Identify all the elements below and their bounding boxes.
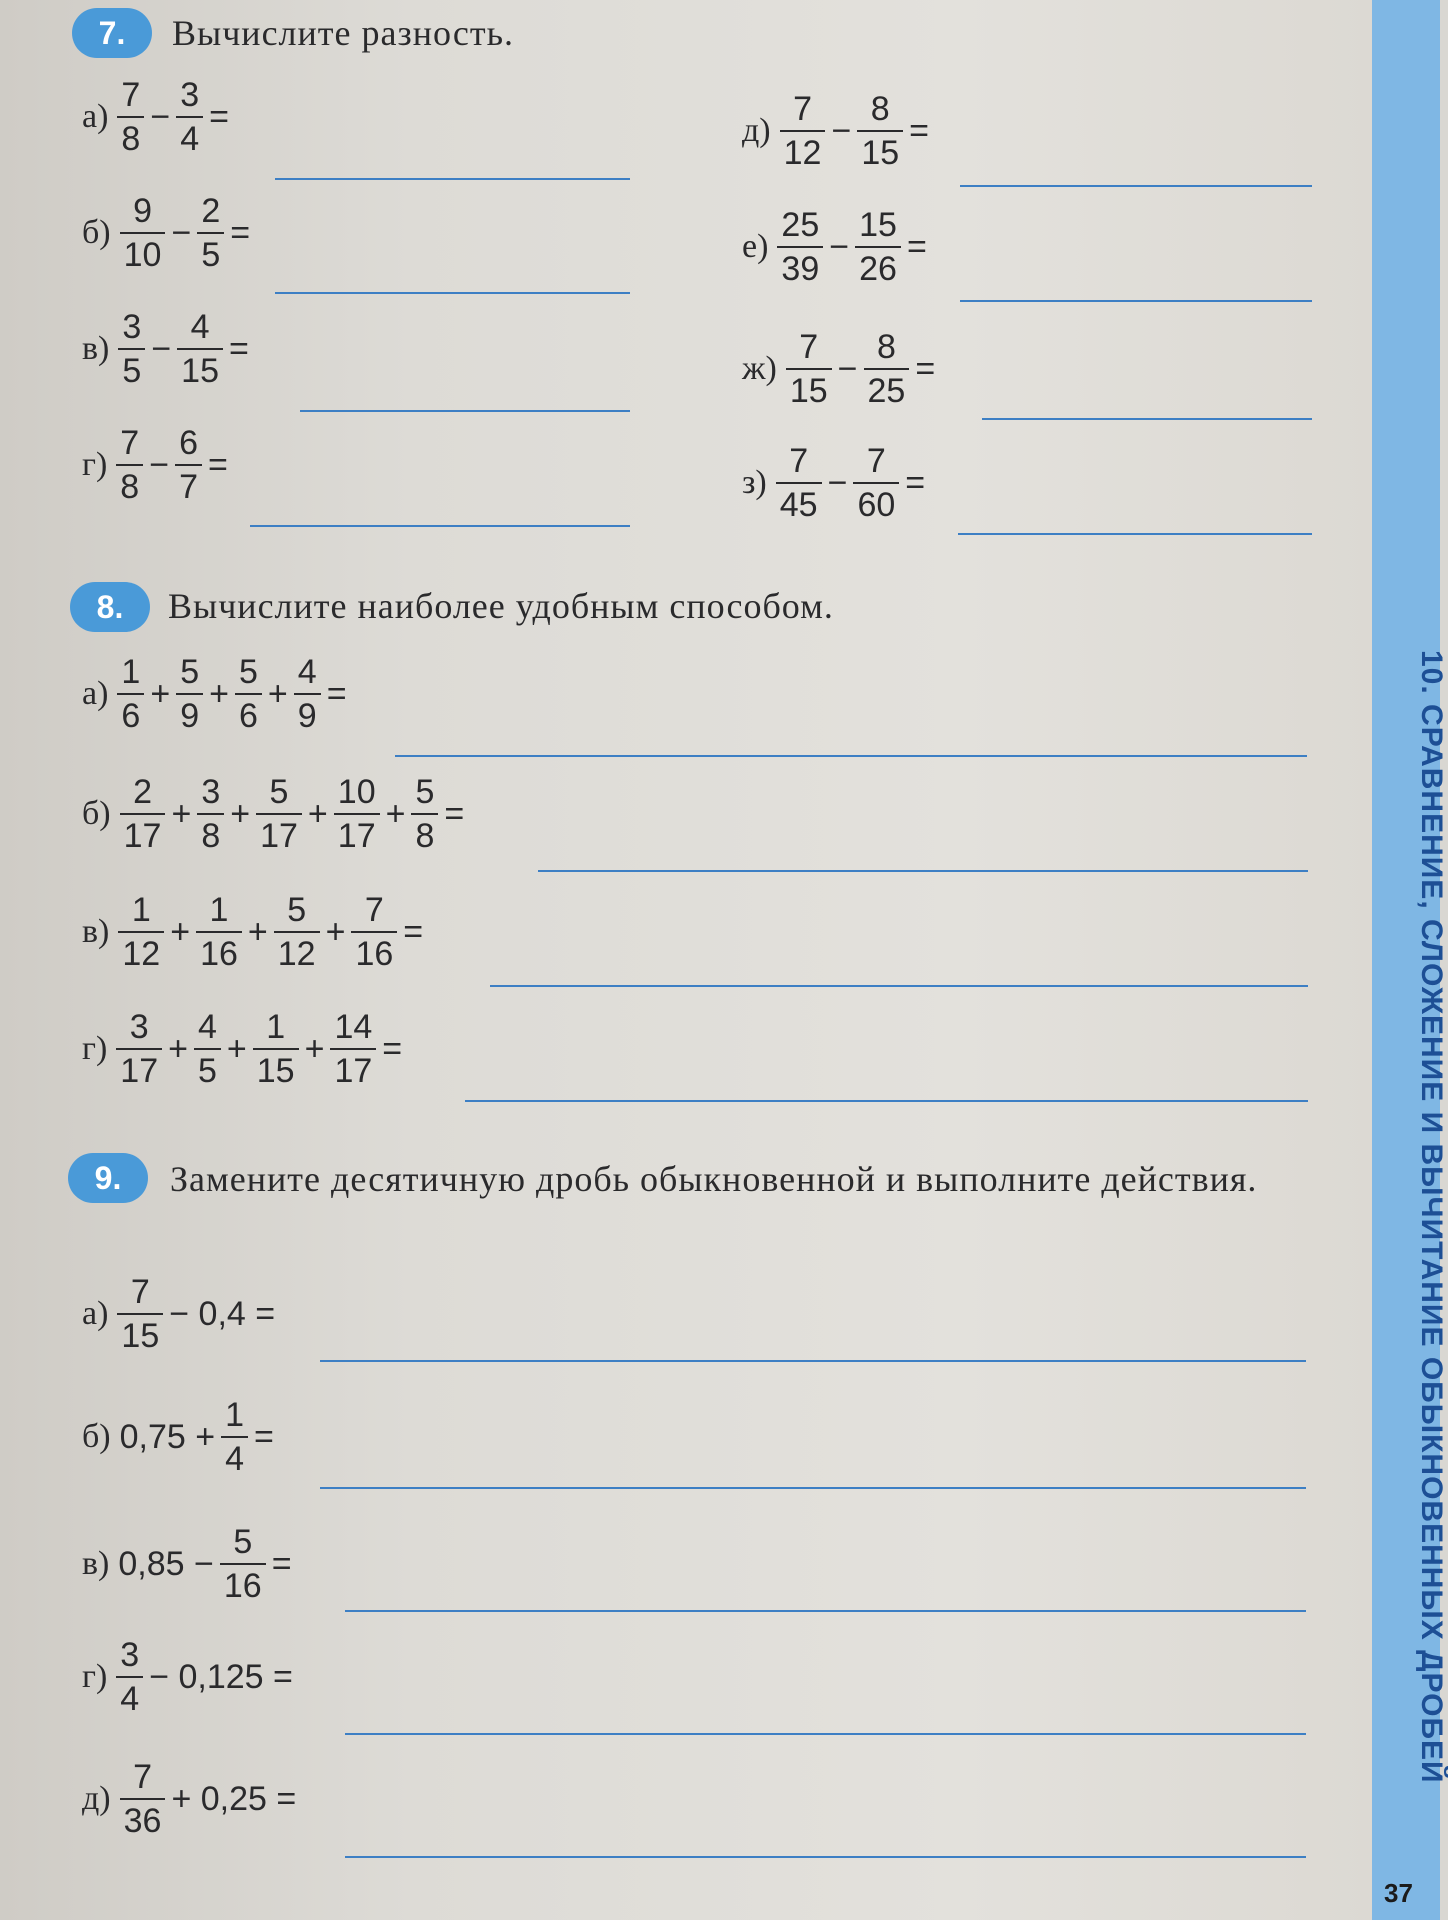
operator: + [385, 794, 406, 833]
numerator: 10 [337, 773, 376, 811]
numerator: 6 [179, 424, 198, 462]
denominator: 5 [194, 1048, 221, 1088]
fraction [120, 1760, 166, 1838]
item-label: д) [742, 112, 771, 149]
denominator: 12 [274, 931, 320, 971]
task8-item-v [82, 893, 426, 971]
answer-line[interactable] [960, 300, 1312, 302]
fraction [786, 330, 832, 408]
numerator: 7 [120, 424, 140, 462]
operator: + [325, 912, 346, 951]
operator: = [906, 227, 927, 266]
fraction [253, 1010, 299, 1088]
denominator: 39 [777, 246, 823, 286]
numerator: 3 [120, 1636, 140, 1674]
answer-line[interactable] [395, 755, 1307, 757]
denominator: 16 [196, 931, 242, 971]
numerator: 15 [859, 206, 897, 244]
numerator: 5 [233, 1523, 253, 1561]
answer-line[interactable] [538, 870, 1308, 872]
operator: = [207, 445, 228, 484]
fraction [116, 426, 143, 504]
denominator: 4 [221, 1436, 248, 1476]
denominator: 10 [120, 232, 166, 272]
denominator: 60 [853, 482, 899, 522]
expression-text: − 0,4 = [169, 1294, 276, 1333]
task7-item-g [82, 426, 231, 504]
fraction [120, 775, 166, 853]
fraction [176, 655, 203, 733]
operator: + [267, 674, 288, 713]
operator: = [382, 1029, 403, 1068]
numerator: 1 [266, 1008, 286, 1046]
item-label: а) [82, 1295, 109, 1332]
numerator: 5 [180, 653, 200, 691]
fraction [197, 194, 224, 272]
answer-line[interactable] [345, 1856, 1306, 1858]
item-label: е) [742, 228, 769, 265]
answer-line[interactable] [982, 418, 1312, 420]
numerator: 3 [129, 1008, 149, 1046]
numerator: 1 [209, 891, 229, 929]
numerator: 2 [133, 773, 152, 811]
fraction [197, 775, 224, 853]
fraction [351, 893, 397, 971]
denominator: 15 [786, 368, 832, 408]
denominator: 7 [175, 464, 202, 504]
numerator: 5 [415, 773, 435, 811]
denominator: 4 [176, 116, 203, 156]
answer-line[interactable] [960, 185, 1312, 187]
item-label: а) [82, 98, 109, 135]
numerator: 7 [789, 442, 809, 480]
fraction [411, 775, 438, 853]
item-label: б) [82, 214, 111, 251]
task9-item-d [82, 1760, 299, 1838]
task-7-badge: 7. [72, 8, 152, 58]
denominator: 9 [294, 693, 321, 733]
task9-item-a [82, 1275, 278, 1353]
numerator: 3 [180, 76, 200, 114]
answer-line[interactable] [250, 525, 630, 527]
denominator: 36 [120, 1798, 166, 1838]
numerator: 5 [238, 653, 258, 691]
fraction [176, 78, 203, 156]
fraction [274, 893, 320, 971]
fraction [220, 1525, 266, 1603]
fraction [294, 655, 321, 733]
denominator: 5 [197, 232, 224, 272]
task-8-title: Вычислите наиболее удобным способом. [168, 586, 834, 626]
denominator: 15 [117, 1313, 163, 1353]
answer-line[interactable] [345, 1610, 1306, 1612]
denominator: 25 [864, 368, 910, 408]
fraction [853, 444, 899, 522]
denominator: 8 [411, 813, 438, 853]
task7-item-a [82, 78, 232, 156]
denominator: 6 [235, 693, 262, 733]
denominator: 9 [176, 693, 203, 733]
item-label: в) [82, 1545, 110, 1582]
operator: − [837, 349, 858, 388]
item-label: г) [82, 1030, 108, 1067]
answer-line[interactable] [320, 1487, 1306, 1489]
operator: + [230, 794, 251, 833]
fraction [857, 92, 903, 170]
fraction [330, 1010, 376, 1088]
operator: = [905, 463, 926, 502]
numerator: 1 [121, 653, 141, 691]
answer-line[interactable] [320, 1360, 1306, 1362]
task7-item-e [742, 208, 930, 286]
denominator: 5 [118, 348, 145, 388]
answer-line[interactable] [958, 533, 1312, 535]
operator: − [829, 227, 850, 266]
numerator: 1 [131, 891, 151, 929]
item-label: г) [82, 446, 108, 483]
denominator: 8 [116, 464, 143, 504]
task8-item-b [82, 775, 467, 853]
operator: + [171, 794, 192, 833]
denominator: 12 [780, 130, 826, 170]
task9-item-v [82, 1525, 295, 1603]
fraction [864, 330, 910, 408]
denominator: 17 [330, 1048, 376, 1088]
operator: − [150, 97, 171, 136]
task-9-badge: 9. [68, 1153, 148, 1203]
numerator: 1 [225, 1396, 245, 1434]
task9-item-g [82, 1638, 296, 1716]
denominator: 15 [857, 130, 903, 170]
item-label: б) [82, 1418, 111, 1455]
fraction [118, 310, 145, 388]
denominator: 15 [177, 348, 223, 388]
numerator: 3 [122, 308, 142, 346]
fraction [177, 310, 223, 388]
chapter-title: 10. СРАВНЕНИЕ, СЛОЖЕНИЕ И ВЫЧИТАНИЕ ОБЫКНОВЕННЫХ ДРОБЕЙ [1415, 650, 1448, 1784]
fraction [235, 655, 262, 733]
fraction [175, 426, 202, 504]
numerator: 7 [133, 1758, 152, 1796]
operator: + [209, 674, 229, 713]
operator: + [170, 912, 191, 951]
numerator: 5 [269, 773, 289, 811]
operator: + [247, 912, 268, 951]
numerator: 8 [870, 90, 890, 128]
denominator: 17 [116, 1048, 162, 1088]
task7-item-b [82, 194, 253, 272]
task7-item-v [82, 310, 252, 388]
numerator: 7 [364, 891, 384, 929]
operator: − [827, 463, 848, 502]
item-label: г) [82, 1658, 108, 1695]
task9-item-b [82, 1398, 277, 1476]
denominator: 15 [253, 1048, 299, 1088]
fraction [120, 194, 166, 272]
task-8-badge: 8. [70, 582, 150, 632]
operator: − [171, 213, 192, 252]
expression-text: 0,85 − [118, 1544, 214, 1583]
item-label: з) [742, 464, 767, 501]
denominator: 45 [776, 482, 822, 522]
operator: = [909, 111, 929, 150]
task8-item-a [82, 655, 350, 733]
task-9-title: Замените десятичную дробь обыкновенной и выполните действия. [170, 1159, 1258, 1199]
operator: + [307, 794, 328, 833]
numerator: 4 [297, 653, 317, 691]
numerator: 2 [201, 192, 221, 230]
answer-line[interactable] [465, 1100, 1308, 1102]
item-label: б) [82, 795, 111, 832]
numerator: 25 [781, 206, 820, 244]
operator: = [229, 329, 249, 368]
numerator: 7 [130, 1273, 150, 1311]
fraction [221, 1398, 248, 1476]
fraction [776, 444, 822, 522]
fraction [855, 208, 901, 286]
fraction [780, 92, 826, 170]
answer-line[interactable] [300, 410, 630, 412]
operator: − [149, 445, 170, 484]
numerator: 7 [866, 442, 886, 480]
fraction [116, 1638, 143, 1716]
denominator: 17 [120, 813, 166, 853]
denominator: 16 [220, 1563, 266, 1603]
operator: = [230, 213, 251, 252]
task8-item-g [82, 1010, 405, 1088]
fraction [334, 775, 380, 853]
denominator: 6 [117, 693, 144, 733]
fraction [777, 208, 823, 286]
operator: − [831, 111, 852, 150]
numerator: 3 [201, 773, 221, 811]
numerator: 8 [876, 328, 896, 366]
operator: + [226, 1029, 247, 1068]
operator: = [209, 97, 229, 136]
fraction [117, 655, 144, 733]
item-label: в) [82, 913, 110, 950]
denominator: 17 [334, 813, 380, 853]
operator: = [271, 1544, 292, 1583]
fraction [117, 1275, 163, 1353]
item-label: в) [82, 330, 110, 367]
expression-text: + 0,25 = [171, 1779, 297, 1818]
denominator: 8 [197, 813, 224, 853]
operator: = [444, 794, 465, 833]
answer-line[interactable] [490, 985, 1308, 987]
numerator: 5 [287, 891, 307, 929]
operator: + [150, 674, 171, 713]
item-label: д) [82, 1780, 111, 1817]
expression-text: 0,75 + [119, 1417, 216, 1456]
numerator: 4 [190, 308, 210, 346]
task7-item-d [742, 92, 932, 170]
numerator: 4 [197, 1008, 217, 1046]
answer-line[interactable] [275, 178, 630, 180]
task7-item-zh [742, 330, 938, 408]
fraction [196, 893, 242, 971]
fraction [256, 775, 302, 853]
item-label: а) [82, 675, 109, 712]
fraction [117, 78, 144, 156]
operator: = [326, 674, 347, 713]
operator: = [915, 349, 936, 388]
denominator: 17 [256, 813, 302, 853]
numerator: 9 [133, 192, 152, 230]
answer-line[interactable] [345, 1733, 1306, 1735]
operator: + [168, 1029, 188, 1068]
fraction [116, 1010, 162, 1088]
numerator: 7 [799, 328, 819, 366]
fraction [118, 893, 164, 971]
operator: − [151, 329, 172, 368]
denominator: 4 [116, 1676, 143, 1716]
expression-text: − 0,125 = [149, 1657, 293, 1696]
denominator: 8 [117, 116, 144, 156]
operator: = [403, 912, 424, 951]
answer-line[interactable] [275, 292, 630, 294]
item-label: ж) [742, 350, 777, 387]
task-7-title: Вычислите разность. [172, 13, 514, 53]
numerator: 7 [121, 76, 141, 114]
page-number: 37 [1384, 1878, 1413, 1908]
denominator: 12 [118, 931, 164, 971]
operator: = [254, 1417, 274, 1456]
numerator: 7 [793, 90, 812, 128]
denominator: 16 [351, 931, 397, 971]
numerator: 14 [334, 1008, 373, 1046]
task7-item-z [742, 444, 928, 522]
operator: + [304, 1029, 325, 1068]
denominator: 26 [855, 246, 901, 286]
fraction [194, 1010, 221, 1088]
